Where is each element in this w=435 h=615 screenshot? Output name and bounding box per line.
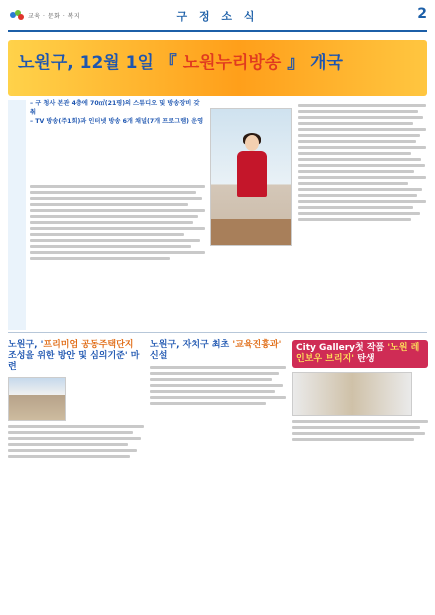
main-body-left [30,185,205,263]
summary-bullets [30,100,205,128]
main-body-right [298,104,426,224]
anchor-photo [210,108,292,246]
masthead [0,0,435,34]
headline [18,48,343,73]
desk [211,219,291,245]
headline-lead: 노원구, 12월 1일 『 [18,53,183,73]
article-column [150,340,286,408]
article-column [8,340,144,461]
bullet-item: – 구 청사 본관 4층에 70㎡(21평)의 스튜디오 및 방송장비 갖춰 [30,100,205,117]
article-body [150,366,286,405]
headline-highlight: 노원누리방송 [182,53,282,73]
article-photo [292,372,412,416]
brand-text: 교육 · 문화 · 복지 [28,12,81,20]
sidebar-tint [8,100,26,330]
section-title: 구 정 소 식 [176,10,259,23]
article-title-badge [292,340,428,368]
anchor-person [237,135,267,215]
headline-tail: 』 개국 [281,53,343,73]
article-column [292,340,428,444]
headline-banner [8,40,427,96]
section-divider [8,332,427,333]
article-photo [8,377,66,421]
masthead-rule [8,30,427,32]
article-title: City Gallery첫 작품 '노원 레인보우 브리지' 탄생 [296,343,420,364]
page-number: 2 [417,6,427,22]
article-body [292,420,428,441]
bullet-item: – TV 방송(주1회)과 인터넷 방송 6개 채널(7개 프로그램) 운영 [30,118,205,127]
article-title: 노원구, '프리미엄 공동주택단지 조성을 위한 방안 및 심의기준' 마련 [8,340,140,372]
article-title: 노원구, 자치구 최초 '교육진흥과' 신설 [150,340,282,361]
article-body [8,425,144,458]
